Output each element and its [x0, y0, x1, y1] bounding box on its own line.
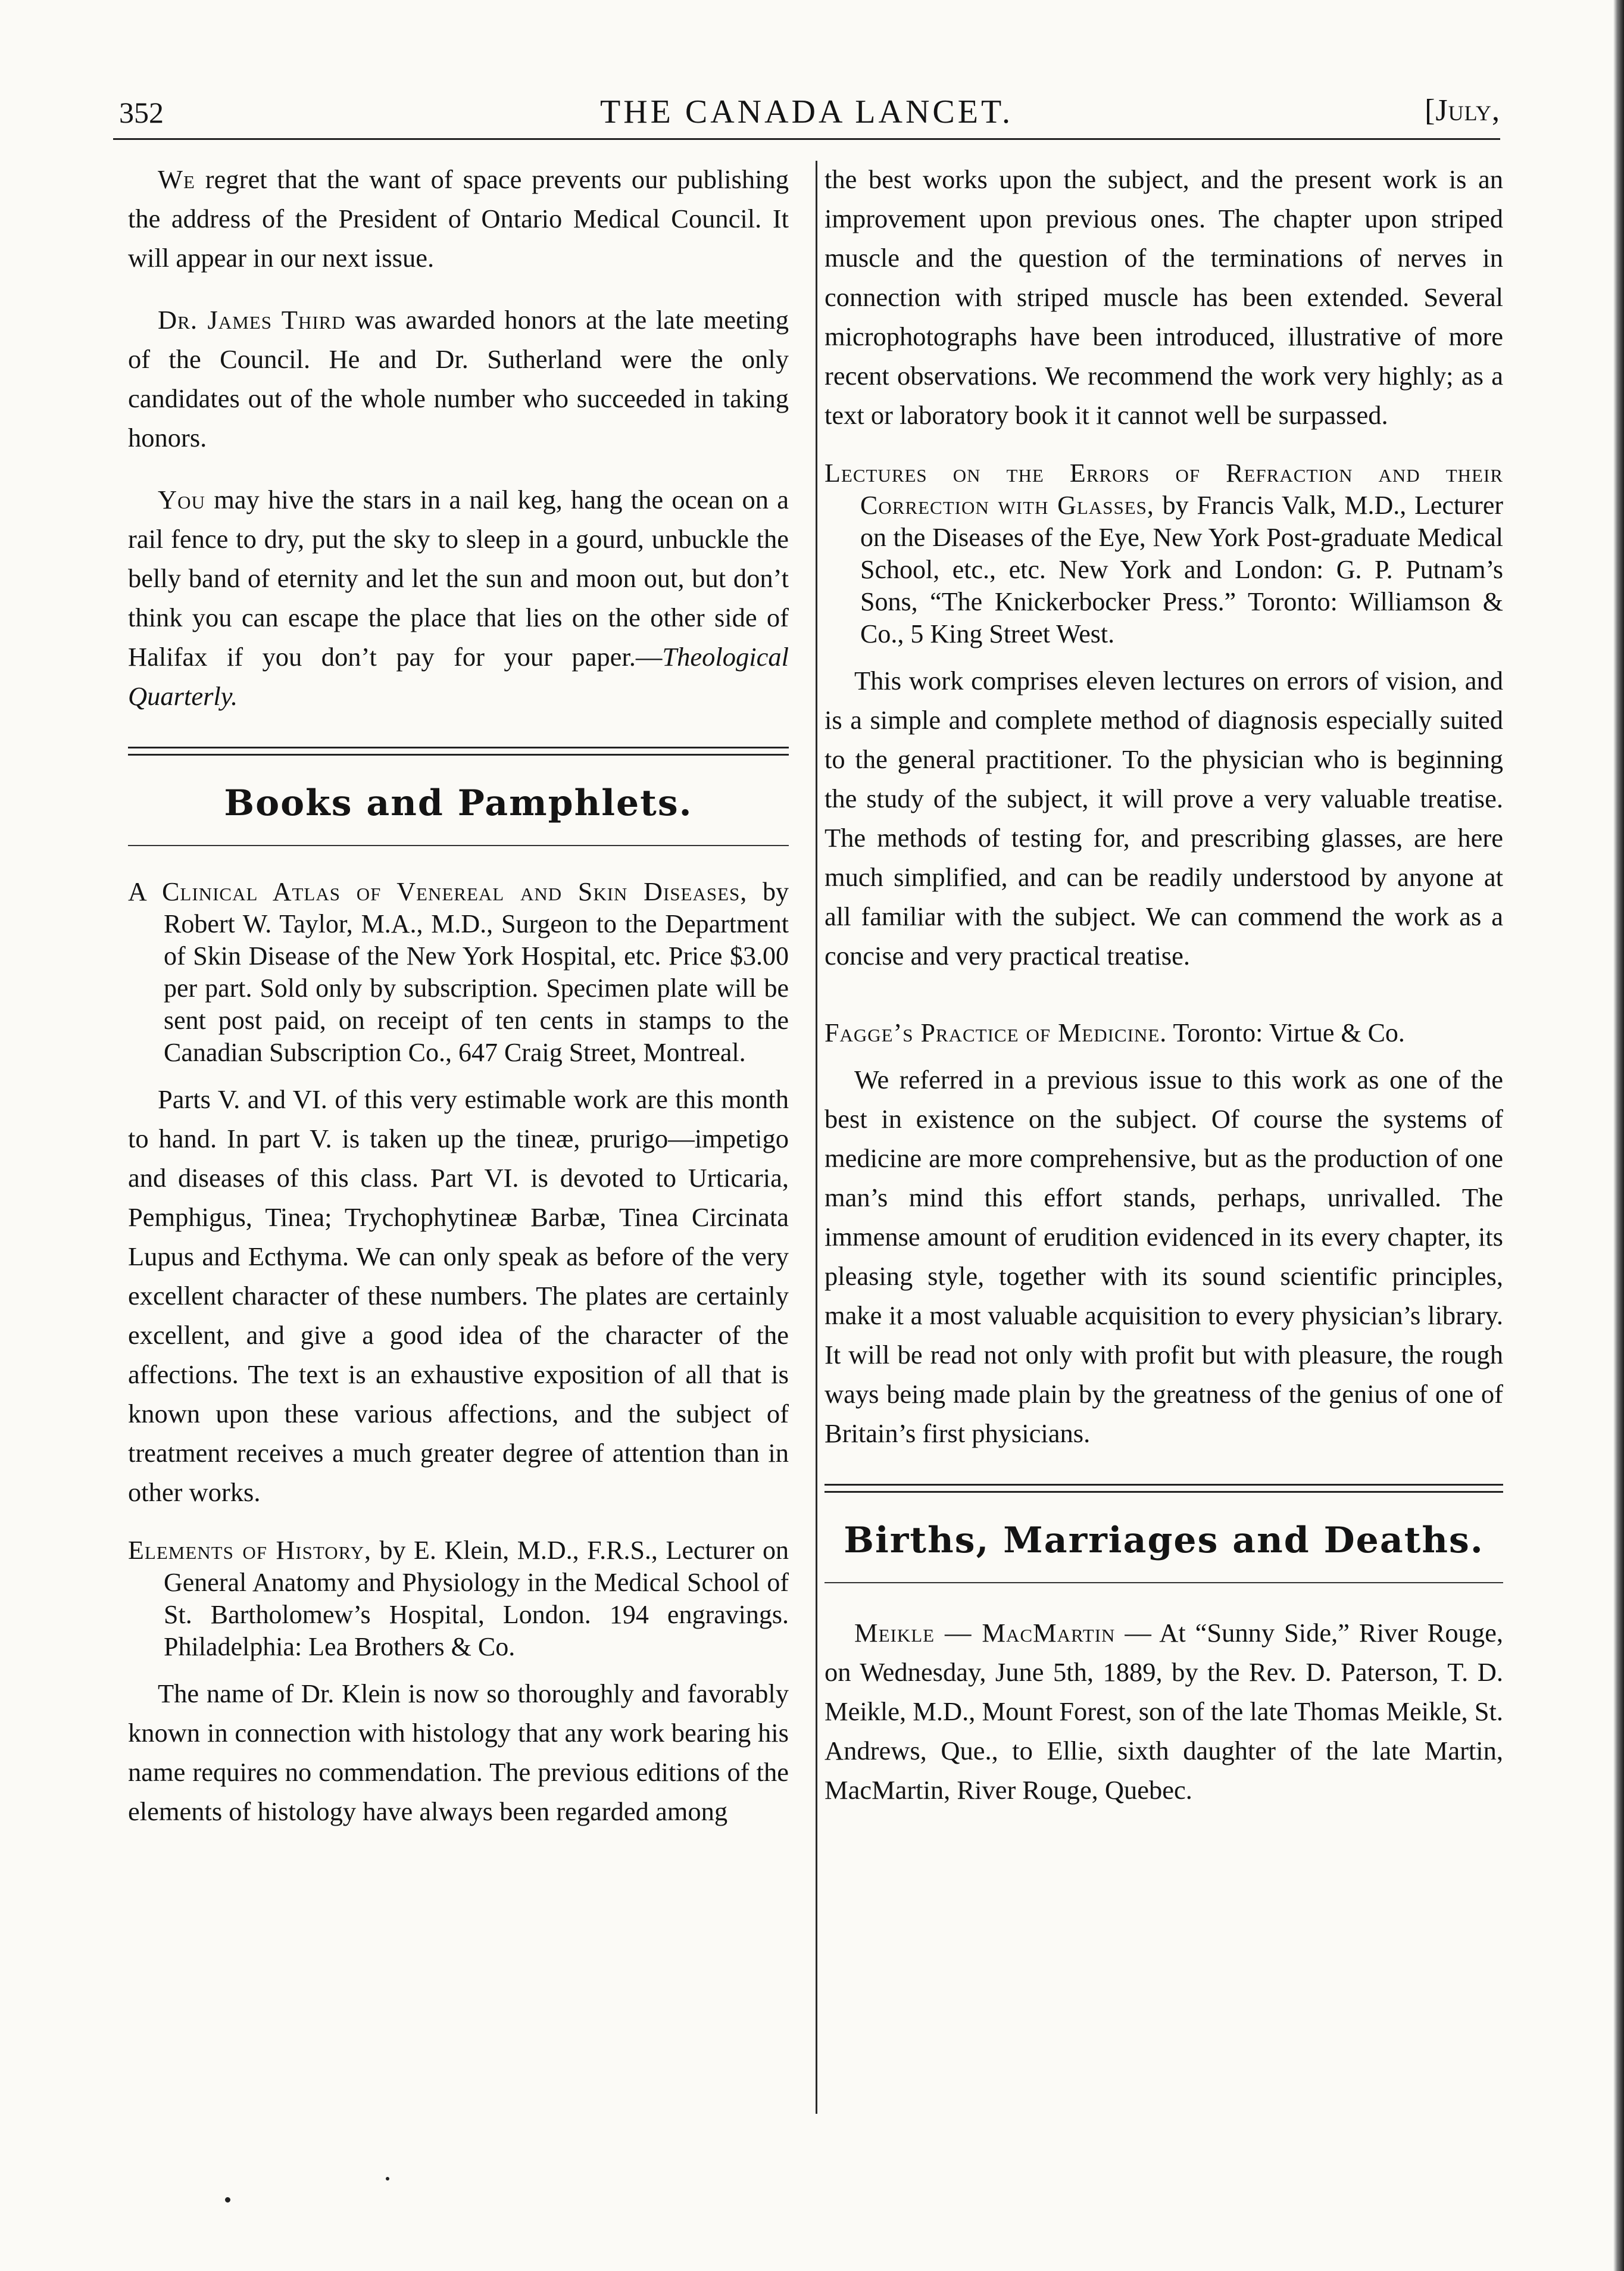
- right-column: [825, 160, 1503, 1810]
- notice-lead: You: [158, 485, 205, 514]
- book-title: A Clinical Atlas of Venereal and Skin Diseases,: [128, 877, 748, 906]
- notice-lead: Dr. James Third: [158, 305, 346, 335]
- book-title: Elements of History,: [128, 1536, 371, 1565]
- notice-text: may hive the stars in a nail keg, hang the ocean on a rail fence to dry, put the sky to sleep in a gourd, unbuckle the belly band of eternity and let the sun and moon out, but don’t think you can escape the place that lies on the other side of Halifax if you don’t pay for your paper.—: [128, 485, 789, 672]
- notice-honors: [128, 300, 789, 457]
- section-title-books: Books and Pamphlets.: [224, 782, 693, 824]
- book-details: by Robert W. Taylor, M.A., M.D., Surgeon to the Department of Skin Disease of the New York Hospital, etc. Price $3.00 per part. Sold only by subscription. Specimen plate will be sent post paid, on receipt of ten cents in stamps to the Canadian Subscription Co., 647 Craig Street, Montreal.: [164, 877, 789, 1067]
- notice-lead: We: [158, 164, 195, 194]
- double-rule: [128, 747, 789, 756]
- book-review: Parts V. and VI. of this very estimable work are this month to hand. In part V. is taken up the tineæ, prurigo—impetigo and diseases of this class. Part VI. is devoted to Urticaria, Pemphigus, Tinea; Trychophytineæ Barbæ, Tinea Circinata Lupus and Ecthyma. We can only speak as before of the very excellent character of these numbers. The plates are certainly excellent, and give a good idea of the character of the affections. The text is an exhaustive exposition of all that is known upon these various affections, and the subject of treatment receives a much greater degree of attention than in other works.: [128, 1084, 789, 1507]
- page-edge-shadow: [1613, 0, 1624, 2271]
- notice-source: Theological Quarterly.: [128, 642, 789, 711]
- marriage-notice: [825, 1613, 1503, 1810]
- single-rule: [825, 1582, 1503, 1583]
- book-entry-histology: [128, 1534, 789, 1663]
- running-header: [113, 89, 1500, 143]
- marriage-text: — At “Sunny Side,” River Rouge, on Wednesday, June 5th, 1889, by the Rev. D. Paterson, T. D. Meikle, M.D., Mount Forest, son of the late Thomas Meikle, St. Andrews, Que., to Ellie, sixth daughter of the late Martin, MacMartin, River Rouge, Quebec.: [825, 1618, 1504, 1805]
- double-rule: [825, 1484, 1503, 1493]
- book-review: This work comprises eleven lectures on errors of vision, and is a simple and complete method of diagnosis especially suited to the general practitioner. To the physician who is beginning the study of the subject, it will prove a very valuable treatise. The methods of testing for, and prescribing glasses, are here much simplified, and can be readily understood by anyone at all familiar with the subject. We can commend the work as a concise and very practical treatise.: [825, 666, 1503, 971]
- journal-title: THE CANADA LANCET.: [599, 93, 1014, 130]
- books-section-header: [128, 747, 789, 846]
- book-review-continued: the best works upon the subject, and the present work is an improvement upon previous ones. The chapter upon striped muscle and the question of the terminations of nerves in connection with striped muscle has been extended. Several microphotographs have been introduced, illustrative of more recent observations. We recommend the work very highly; as a text or laboratory book it it cannot well be surpassed.: [825, 164, 1503, 430]
- ink-speck: [386, 2177, 389, 2180]
- book-entry-atlas: [128, 876, 789, 1069]
- single-rule: [128, 845, 789, 846]
- book-entry-fagge: [825, 1017, 1503, 1049]
- header-rule: [113, 138, 1500, 140]
- book-review: The name of Dr. Klein is now so thoroughly and favorably known in connection with histology that any work bearing his name requires no commendation. The previous editions of the elements of histology have always been regarded among: [128, 1679, 789, 1826]
- book-details: by Francis Valk, M.D., Lecturer on the Diseases of the Eye, New York Post-graduate Medical School, etc., etc. New York and London: G. P. Putnam’s Sons, “The Knickerbocker Press.” Toronto: Williamson & Co., 5 King Street West.: [860, 491, 1503, 648]
- notice-space: [128, 160, 789, 277]
- book-entry-refraction: [825, 457, 1503, 650]
- column-divider: [816, 161, 817, 2114]
- book-details: Toronto: Virtue & Co.: [1167, 1018, 1405, 1047]
- page-number: 352: [119, 96, 164, 129]
- book-title: Fagge’s Practice of Medicine.: [825, 1018, 1167, 1047]
- issue-month: [July,: [1425, 93, 1500, 127]
- book-details: by E. Klein, M.D., F.R.S., Lecturer on General Anatomy and Physiology in the Medical School of St. Bartholomew’s Hospital, London. 194 engravings. Philadelphia: Lea Brothers & Co.: [164, 1536, 789, 1661]
- book-review: We referred in a previous issue to this work as one of the best in existence on the subject. Of course the systems of medicine are more comprehensive, but as the production of one man’s mind this effort stands, perhaps, unrivalled. The immense amount of erudition evidenced in its every chapter, its pleasing style, together with its sound scientific principles, make it a most valuable acquisition to every physician’s library. It will be read not only with profit but with pleasure, the rough ways being made plain by the greatness of the genius of one of Britain’s first physicians.: [825, 1065, 1503, 1448]
- book-title: Lectures on the Errors of Refraction and their Correction with Glasses,: [825, 458, 1503, 520]
- ink-speck: [225, 2197, 230, 2203]
- section-title-births: Births, Marriages and Deaths.: [844, 1520, 1484, 1561]
- notice-subscription: [128, 480, 789, 716]
- notice-text: was awarded honors at the late meeting of the Council. He and Dr. Sutherland were the only candidates out of the whole number who succeeded in taking honors.: [128, 305, 789, 453]
- notice-text: regret that the want of space prevents our publishing the address of the President of Ontario Medical Council. It will appear in our next issue.: [128, 164, 789, 273]
- births-section-header: [825, 1484, 1503, 1583]
- left-column: [128, 160, 789, 1831]
- marriage-names: Meikle — MacMartin: [854, 1618, 1116, 1648]
